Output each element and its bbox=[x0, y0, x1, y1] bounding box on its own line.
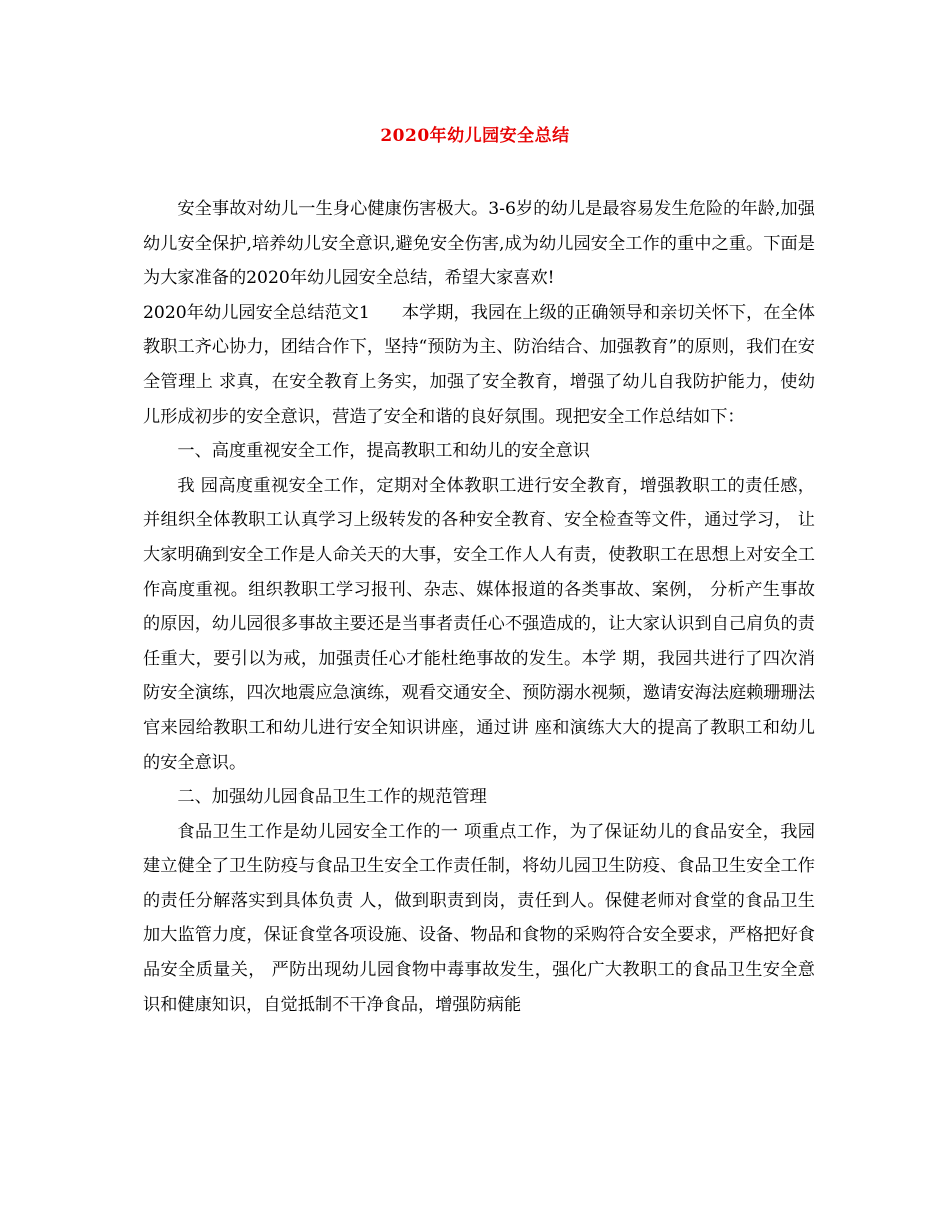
section-2-body: 食品卫生工作是幼儿园安全工作的一 项重点工作，为了保证幼儿的食品安全，我园建立健全了卫生防疫与食品卫生安全工作责任制，将幼儿园卫生防疫、食品卫生安全工作的责任分解落实到具体负责 人，做到职责到岗，责任到人。保健老师对食堂的食品卫生加大监管力度，保证食堂各项设施、设备、物品和食物的采购符合安全要求，严格把好食品安全质量关， 严防出现幼儿园食物中毒事故发生，强化广大教职工的食品卫生安全意识和健康知识，自觉抵制不干净食品，增强防病能 bbox=[143, 821, 815, 1015]
intro-paragraph: 安全事故对幼儿一生身心健康伤害极大。3-6岁的幼儿是最容易发生危险的年龄,加强幼儿安全保护,培养幼儿安全意识,避免安全伤害,成为幼儿园安全工作的重中之重。下面是为大家准备的2020年幼儿园安全总结，希望大家喜欢! bbox=[143, 199, 815, 289]
sample-opening: 本学期，我园在上级的正确领导和亲切关怀下，在全体教职工齐心协力，团结合作下，坚持“预防为主、防治结合、加强教育”的原则，我们在安全管理上 求真，在安全教育上务实，加强了安全教育，增强了幼儿自我防护能力，使幼儿形成初步的安全意识，营造了安全和谐的良好氛围。现把安全工作总结如下： bbox=[143, 302, 815, 427]
section-1-body: 我 园高度重视安全工作，定期对全体教职工进行安全教育，增强教职工的责任感，并组织全体教职工认真学习上级转发的各种安全教育、安全检查等文件，通过学习， 让大家明确到安全工作是人命关天的大事，安全工作人人有责，使教职工在思想上对安全工作高度重视。组织教职工学习报刊、杂志、媒体报道的各类事故、案例， 分析产生事故的原因，幼儿园很多事故主要还是当事者责任心不强造成的，让大家认识到自己肩负的责任重大，要引以为戒，加强责任心才能杜绝事故的发生。本学 期，我园共进行了四次消防安全演练，四次地震应急演练，观看交通安全、预防溺水视频，邀请安海法庭赖珊珊法官来园给教职工和幼儿进行安全知识讲座，通过讲 座和演练大大的提高了教职工和幼儿的安全意识。 bbox=[143, 475, 815, 773]
section-2-heading: 二、加强幼儿园食品卫生工作的规范管理 bbox=[177, 787, 487, 808]
sample-heading: 2020年幼儿园安全总结范文1 bbox=[143, 302, 370, 323]
document-body bbox=[143, 192, 815, 1022]
document-title: 2020年幼儿园安全总结 bbox=[380, 126, 570, 146]
sample-paragraph bbox=[143, 296, 815, 434]
section-1-heading: 一、高度重视安全工作，提高教职工和幼儿的安全意识 bbox=[177, 441, 590, 462]
